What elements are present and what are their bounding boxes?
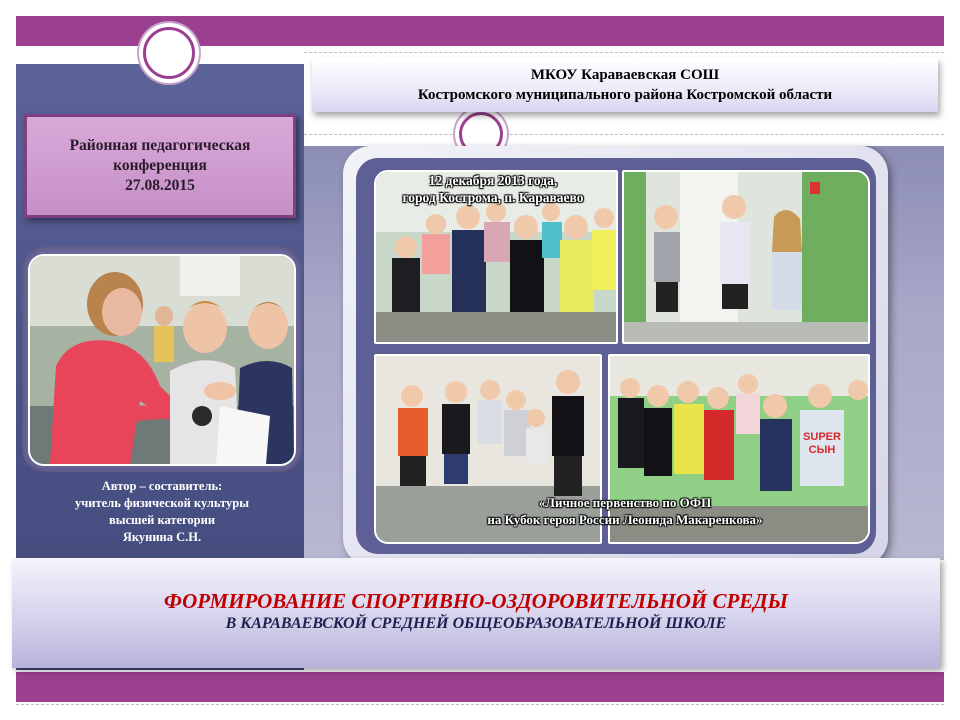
girls-photo-top-right <box>622 170 870 344</box>
circle-ornament-icon <box>143 27 195 79</box>
author-block <box>28 478 296 546</box>
conference-line-2: конференция <box>113 157 207 174</box>
shirt-print-text: SUPER СЫН <box>803 431 841 456</box>
conference-date: 27.08.2015 <box>125 177 195 194</box>
event-line-2: на Кубок героя России Леонида Макаренкова» <box>487 512 763 527</box>
school-header <box>312 58 938 112</box>
divider-line <box>304 134 944 135</box>
sub-title: В КАРАВАЕВСКОЙ СРЕДНЕЙ ОБЩЕОБРАЗОВАТЕЛЬНОЙ ШКОЛЕ <box>225 615 727 632</box>
author-role: Автор – составитель: <box>101 479 223 493</box>
teacher-with-students-photo <box>28 254 296 466</box>
event-line-1: «Личное первенство по ОФП <box>538 495 712 510</box>
date-line-2: город Кострома, п. Караваево <box>402 190 584 205</box>
date-line-1: 12 декабря 2013 года, <box>428 173 558 188</box>
conference-line-1: Районная педагогическая <box>69 137 251 154</box>
main-title: ФОРМИРОВАНИЕ СПОРТИВНО-ОЗДОРОВИТЕЛЬНОЙ СРЕДЫ <box>163 589 789 613</box>
author-name: Якунина С.Н. <box>122 530 202 544</box>
bottom-bar <box>16 672 944 702</box>
photo-date-caption <box>366 172 620 206</box>
author-position: учитель физической культуры <box>75 496 249 510</box>
conference-box <box>24 114 296 218</box>
school-region: Костромского муниципального района Костромской области <box>417 87 833 103</box>
author-category: высшей категории <box>108 513 216 527</box>
teacher-photo-image <box>30 256 294 464</box>
divider-line <box>304 52 944 53</box>
school-name: МКОУ Караваевская СОШ <box>530 67 720 83</box>
divider-line <box>16 704 944 705</box>
photo-event-caption <box>380 494 870 528</box>
title-banner <box>12 558 940 668</box>
